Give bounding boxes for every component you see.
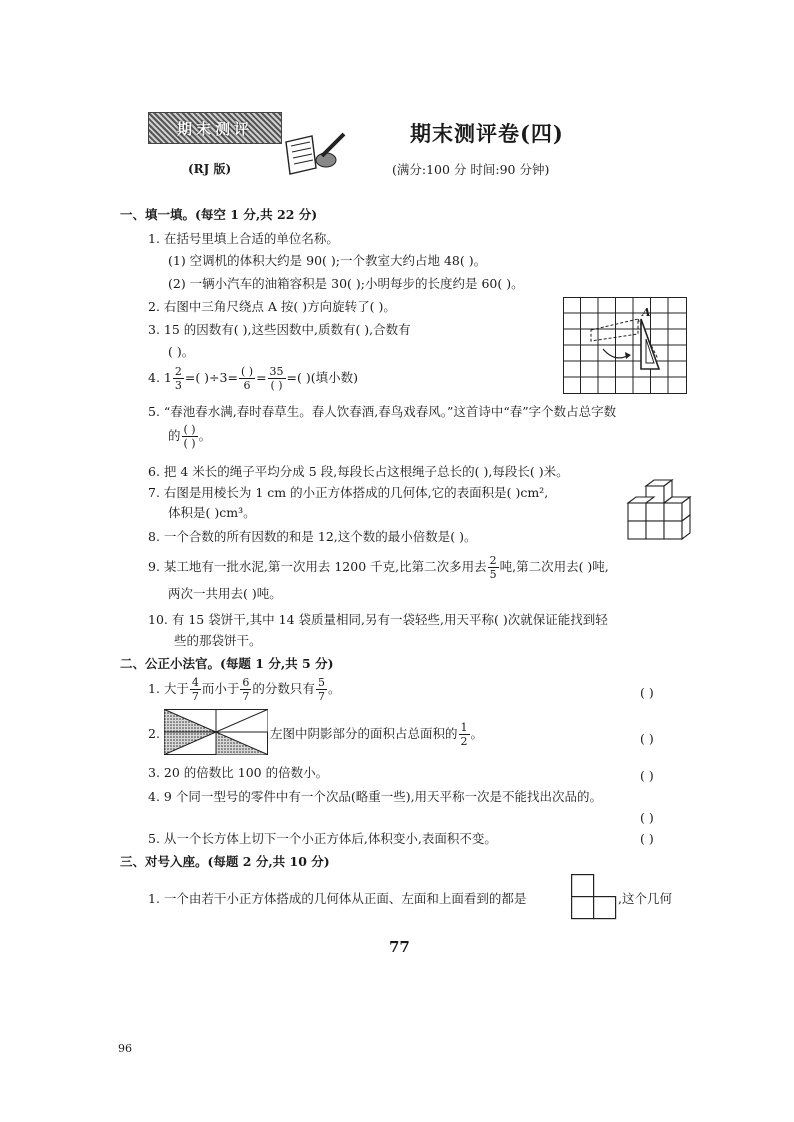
view-shape-figure	[571, 874, 617, 920]
s2-q5-answer[interactable]: ( )	[640, 831, 654, 846]
s1-q5-b: 的 $\frac{( )}{( )}$ 。	[168, 423, 212, 450]
s1-q10-b: 些的那袋饼干。	[174, 633, 262, 648]
s1-q9-c: 两次一共用去( )吨。	[168, 586, 282, 601]
page-number: 77	[389, 938, 410, 956]
s2-q5: 5. 从一个长方体上切下一个小正方体后,体积变小,表面积不变。	[148, 831, 497, 846]
s1-q5-a: 5. “春池春水满,春时春草生。春人饮春酒,春鸟戏春风。”这首诗中“春”字个数占总字数	[148, 404, 617, 419]
s3-q1-a: 1. 一个由若干小正方体搭成的几何体从正面、左面和上面看到的都是	[148, 891, 527, 906]
s1-q7-a: 7. 右图是用棱长为 1 cm 的小正方体搭成的几何体,它的表面积是( )cm²,	[148, 485, 549, 500]
side-number: 96	[118, 1042, 132, 1055]
header-badge	[148, 112, 282, 144]
section3-heading: 三、对号入座。(每题 2 分,共 10 分)	[120, 854, 330, 869]
s1-q1-2: (2) 一辆小汽车的油箱容积是 30( );小明每步的长度约是 60( )。	[168, 276, 524, 291]
s2-q4: 4. 9 个同一型号的零件中有一个次品(略重一些),用天平称一次是不能找出次品的。	[148, 789, 603, 804]
s1-q7-b: 体积是( )cm³。	[168, 505, 256, 520]
section1-heading: 一、填一填。(每空 1 分,共 22 分)	[120, 207, 318, 222]
s1-q1: 1. 在括号里填上合适的单位名称。	[148, 231, 339, 246]
point-a-label: A	[642, 306, 651, 319]
s2-q2-number: 2.	[148, 726, 160, 741]
edition-label: (RJ 版)	[188, 162, 232, 176]
shaded-rectangle-figure	[164, 709, 268, 755]
page-title: 期末测评卷(四)	[410, 121, 564, 146]
rotation-grid-figure	[563, 297, 687, 394]
s2-q3-answer[interactable]: ( )	[640, 768, 654, 783]
s1-q4: 4. 1 $\frac{2}{3}$ =( )÷3= $\frac{( )}{6}$ = $\frac{35}{( )}$ =( )(填小数)	[148, 365, 359, 392]
cube-figure	[620, 478, 690, 544]
s1-q8: 8. 一个合数的所有因数的和是 12,这个数的最小倍数是( )。	[148, 529, 477, 544]
section2-heading: 二、公正小法官。(每题 1 分,共 5 分)	[120, 656, 334, 671]
s1-q3-b: ( )。	[168, 344, 195, 359]
s2-q4-answer[interactable]: ( )	[640, 810, 654, 825]
book-pen-icon	[282, 128, 352, 178]
s2-q2: 左图中阴影部分的面积占总面积的 $\frac{1}{2}$ 。	[270, 721, 484, 748]
s1-q10-a: 10. 有 15 袋饼干,其中 14 袋质量相同,另有一袋轻些,用天平称( )次就保证能找到轻	[148, 612, 608, 627]
s2-q2-answer[interactable]: ( )	[640, 731, 654, 746]
s1-q1-1: (1) 空调机的体积大约是 90( );一个教室大约占地 48( )。	[168, 253, 487, 268]
s1-q6: 6. 把 4 米长的绳子平均分成 5 段,每段长占这根绳子总长的( ),每段长( )米。	[148, 464, 569, 479]
s2-q1: 1. 大于 $\frac{4}{7}$ 而小于 $\frac{6}{7}$ 的分数只有 $\frac{5}{7}$ 。	[148, 676, 341, 703]
s2-q1-answer[interactable]: ( )	[640, 685, 654, 700]
s1-q3-a: 3. 15 的因数有( ),这些因数中,质数有( ),合数有	[148, 322, 411, 337]
page-subtitle: (满分:100 分 时间:90 分钟)	[392, 162, 550, 177]
s2-q3: 3. 20 的倍数比 100 的倍数小。	[148, 765, 329, 780]
s1-q9-a: 9. 某工地有一批水泥,第一次用去 1200 千克,比第二次多用去 $\frac{2}{5}$ 吨,第二次用去( )吨,	[148, 554, 609, 581]
s1-q2: 2. 右图中三角尺绕点 A 按( )方向旋转了( )。	[148, 299, 396, 314]
header-badge-text: 期末测评	[176, 120, 253, 138]
s3-q1-b: ,这个几何	[618, 891, 672, 906]
